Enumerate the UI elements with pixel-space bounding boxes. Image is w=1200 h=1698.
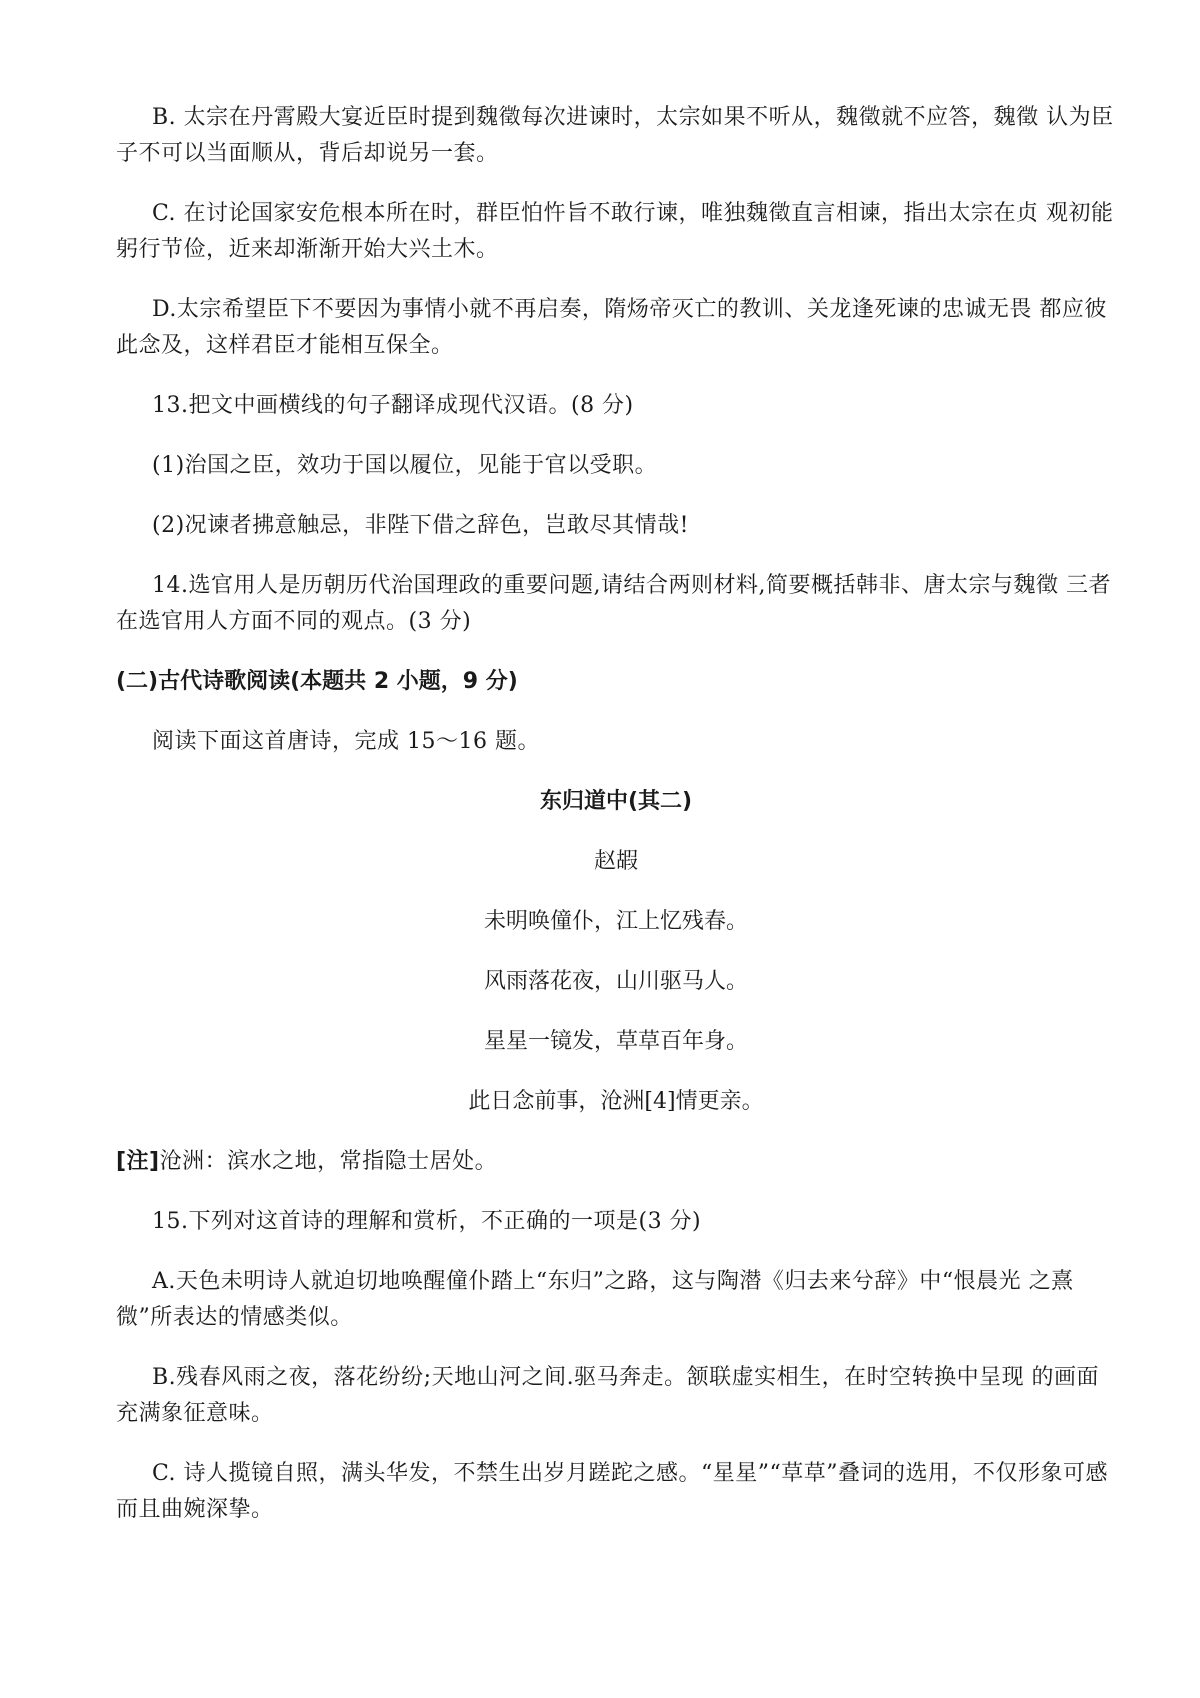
poem-note — [116, 1144, 1116, 1180]
q13-sentence-2: (2)况谏者拂意触忌，非陛下借之辞色，岂敢尽其情哉! — [152, 513, 690, 538]
note-tag: [注] — [116, 1149, 160, 1174]
q15-option-c: C. 诗人揽镜自照，满头华发，不禁生出岁月蹉跎之感。“星星”“草草”叠词的选用，不仅形象可感而且曲婉深挚。 — [116, 1461, 1109, 1522]
poem-line-3: 星星一镜发，草草百年身。 — [483, 1029, 748, 1054]
q13-sentence-1: (1)治国之臣，效功于国以履位，见能于官以受职。 — [152, 453, 658, 478]
exam-page — [116, 100, 1116, 1552]
poem-line-2: 风雨落花夜，山川驱马人。 — [483, 969, 748, 994]
q14-stem: 14.选官用人是历朝历代治国理政的重要问题,请结合两则材料,简要概括韩非、唐太宗与魏徵 三者在选官用人方面不同的观点。(3 分) — [116, 573, 1111, 634]
poem-line-1: 未明唤僮仆，江上忆残春。 — [483, 909, 748, 934]
q15-option-a: A.天色未明诗人就迫切地唤醒僮仆踏上“东归”之路，这与陶潜《归去来兮辞》中“恨晨光 之熹微”所表达的情感类似。 — [116, 1269, 1074, 1330]
q15-option-b: B.残春风雨之夜，落花纷纷;天地山河之间.驱马奔走。颔联虚实相生，在时空转换中呈现 的画面充满象征意味。 — [116, 1365, 1100, 1426]
q12-option-d: D.太宗希望臣下不要因为事情小就不再启奏，隋炀帝灭亡的教训、关龙逢死谏的忠诚无畏 都应彼此念及，这样君臣才能相互保全。 — [116, 297, 1107, 358]
q12-option-b: B. 太宗在丹霄殿大宴近臣时提到魏徵每次进谏时，太宗如果不听从，魏徵就不应答，魏徵 认为臣子不可以当面顺从，背后却说另一套。 — [116, 105, 1114, 166]
q15-stem: 15.下列对这首诗的理解和赏析，不正确的一项是(3 分) — [152, 1209, 702, 1234]
section-heading: (二)古代诗歌阅读(本题共 2 小题，9 分) — [116, 669, 518, 694]
note-text: 沧洲：滨水之地，常指隐士居处。 — [159, 1149, 498, 1174]
poem-author: 赵嘏 — [593, 849, 638, 874]
section-intro: 阅读下面这首唐诗，完成 15～16 题。 — [152, 729, 540, 754]
poem-line-4: 此日念前事，沧洲[4]情更亲。 — [468, 1089, 764, 1114]
q12-option-c: C. 在讨论国家安危根本所在时，群臣怕忤旨不敢行谏，唯独魏徵直言相谏，指出太宗在贞 观初能躬行节俭，近来却渐渐开始大兴土木。 — [116, 201, 1114, 262]
poem-title: 东归道中(其二) — [539, 789, 693, 814]
q13-stem: 13.把文中画横线的句子翻译成现代汉语。(8 分) — [152, 393, 634, 418]
